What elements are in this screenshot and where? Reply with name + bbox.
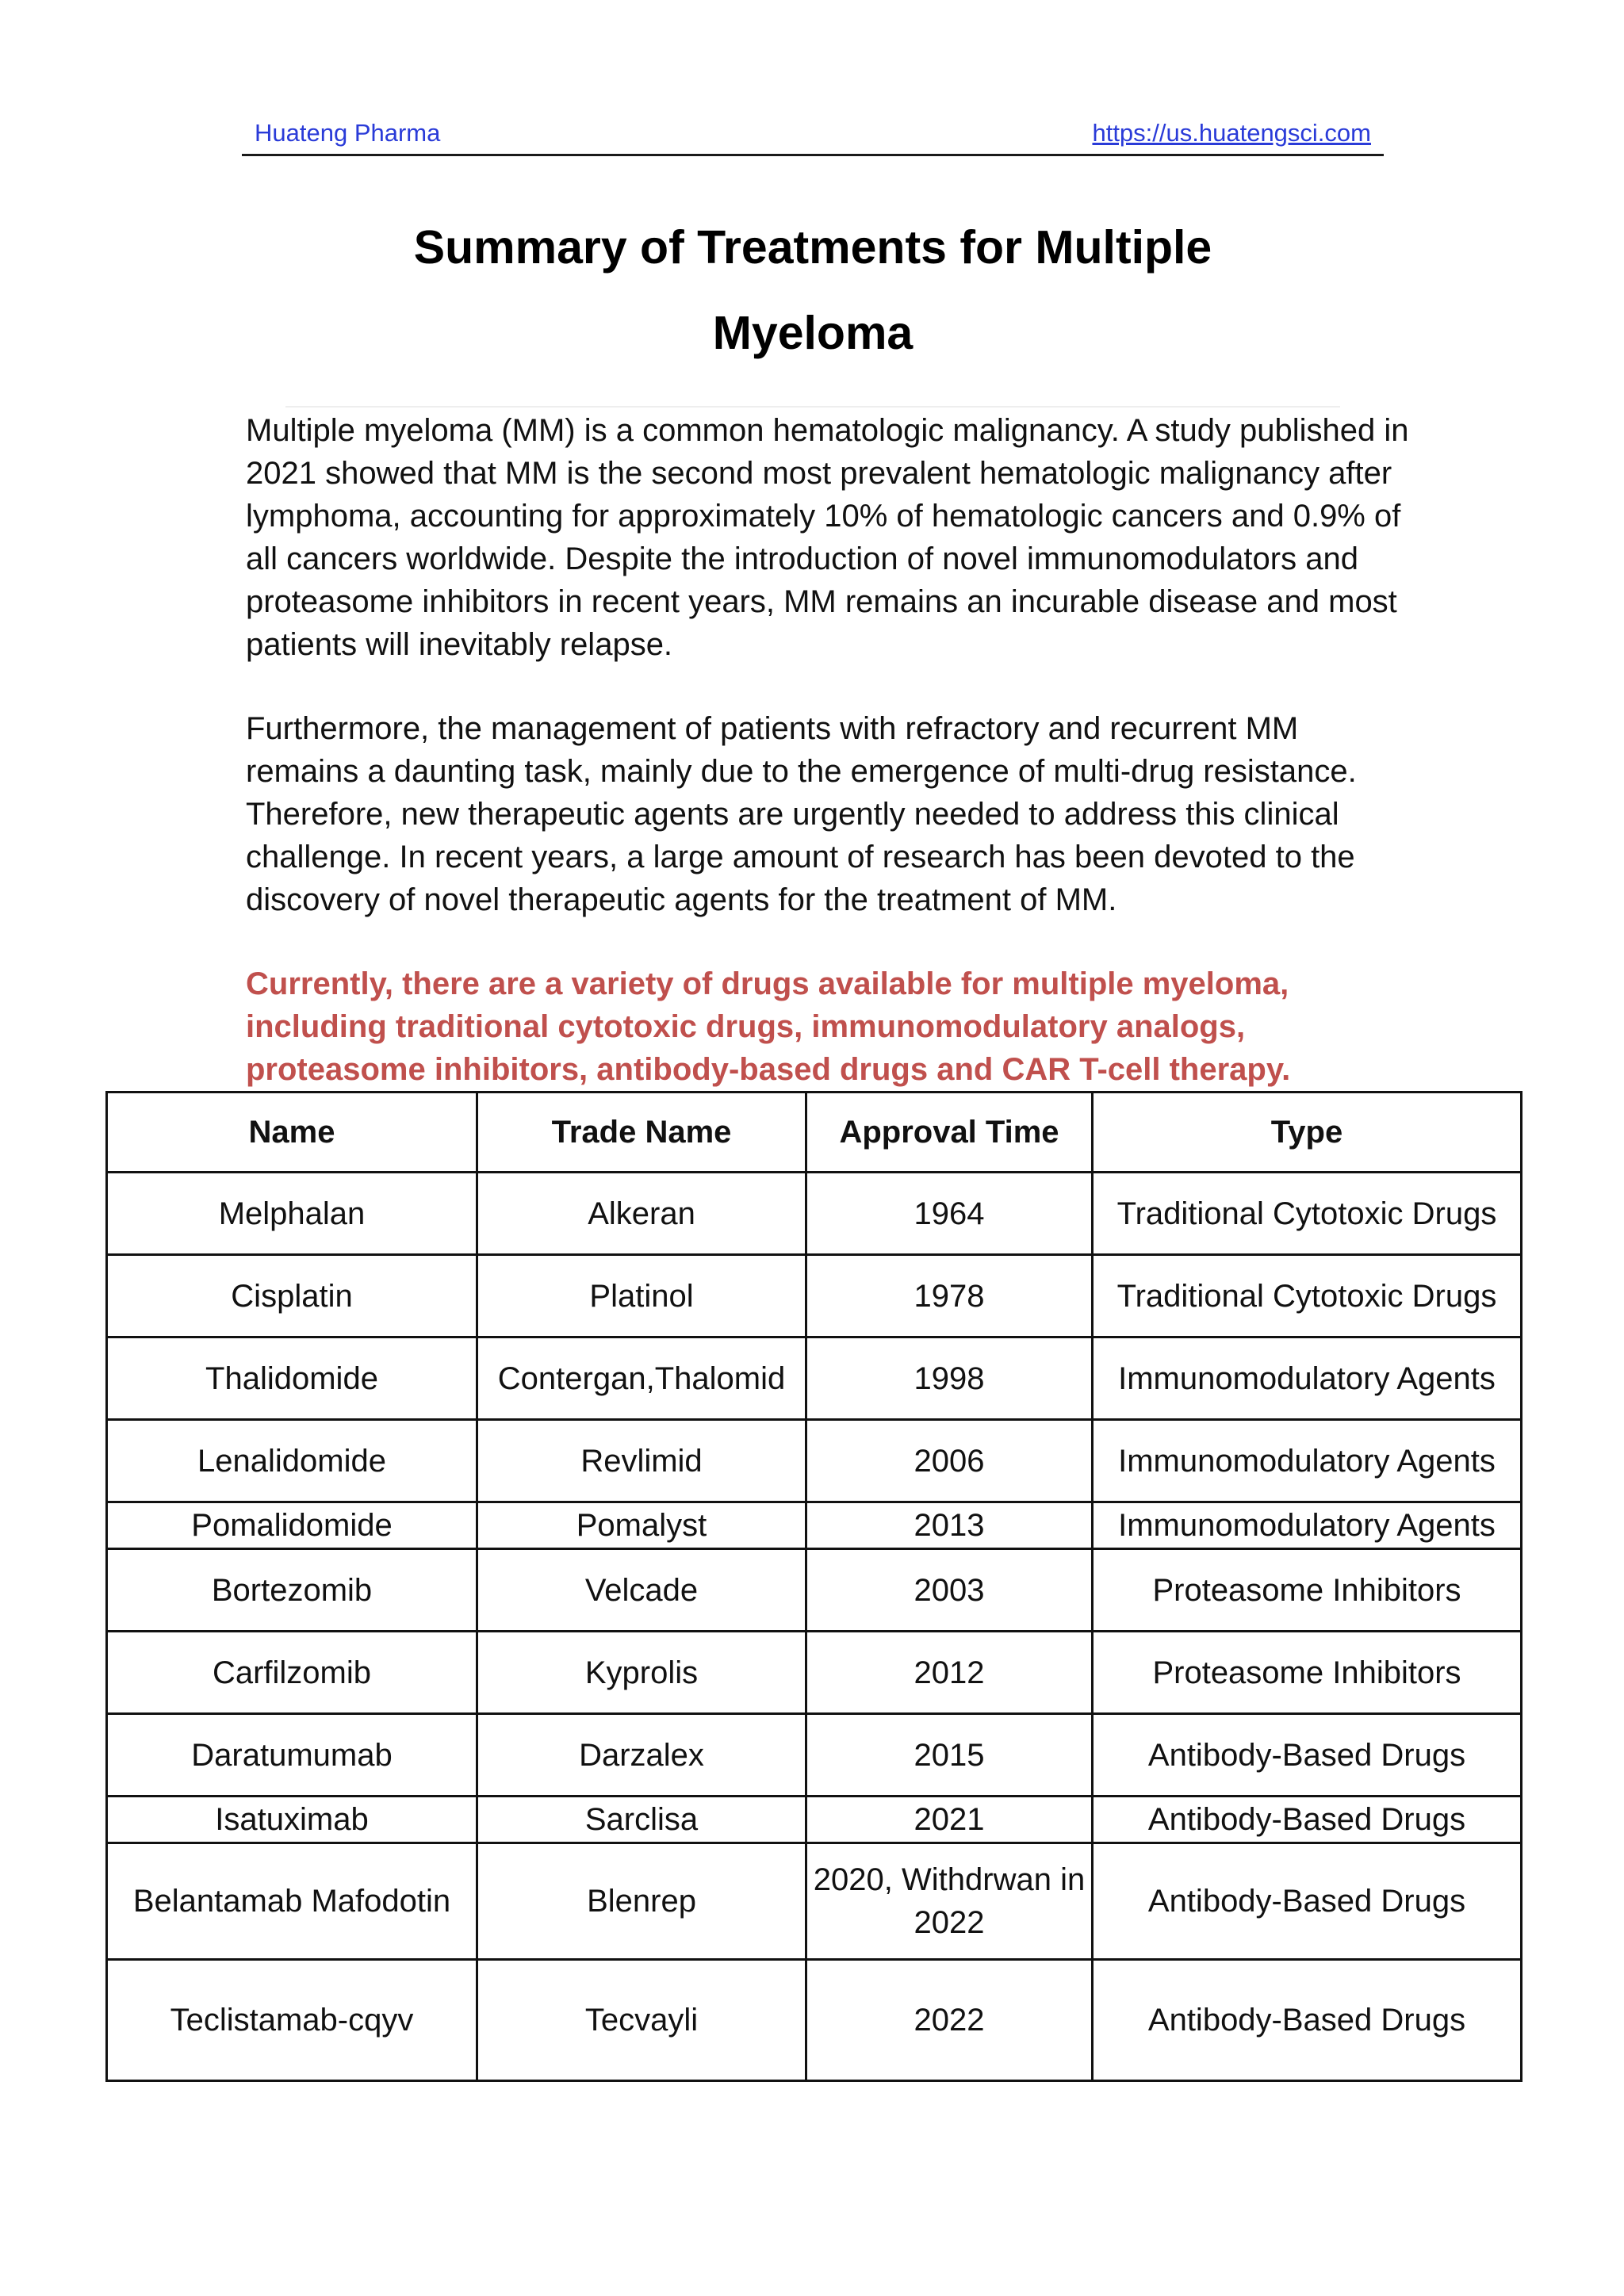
cell-name: Carfilzomib bbox=[107, 1632, 477, 1714]
cell-type: Immunomodulatory Agents bbox=[1093, 1337, 1522, 1420]
cell-name: Melphalan bbox=[107, 1173, 477, 1255]
table-row bbox=[107, 1420, 1522, 1502]
cell-type: Proteasome Inhibitors bbox=[1093, 1632, 1522, 1714]
cell-trade-name: Blenrep bbox=[477, 1843, 806, 1960]
cell-trade-name: Platinol bbox=[477, 1255, 806, 1337]
header-trade-name: Trade Name bbox=[477, 1093, 806, 1173]
header-name: Name bbox=[107, 1093, 477, 1173]
management-paragraph: Furthermore, the management of patients with refractory and recurrent MM remains a daunting task, mainly due to the emergence of multi-drug resistance. Therefore, new therapeutic agents are urgently needed to address this clinical challenge. In recent years, a large amount of research has been devoted to the discovery of novel therapeutic agents for the treatment of MM. bbox=[246, 711, 1357, 917]
cell-name: Daratumumab bbox=[107, 1714, 477, 1797]
cell-name: Thalidomide bbox=[107, 1337, 477, 1420]
cell-trade-name: Contergan,Thalomid bbox=[477, 1337, 806, 1420]
cell-approval-time: 2006 bbox=[806, 1420, 1093, 1502]
title-line-1: Summary of Treatments for Multiple bbox=[413, 221, 1212, 274]
header-type: Type bbox=[1093, 1093, 1522, 1173]
cell-type: Immunomodulatory Agents bbox=[1093, 1502, 1522, 1549]
treatment-table bbox=[105, 1091, 1522, 2082]
cell-approval-time: 2003 bbox=[806, 1549, 1093, 1632]
cell-approval-time: 2013 bbox=[806, 1502, 1093, 1549]
cell-trade-name: Revlimid bbox=[477, 1420, 806, 1502]
cell-approval-time: 2020, Withdrwan in 2022 bbox=[806, 1843, 1093, 1960]
cell-trade-name: Pomalyst bbox=[477, 1502, 806, 1549]
cell-name: Cisplatin bbox=[107, 1255, 477, 1337]
title-divider bbox=[285, 406, 1340, 408]
cell-type: Antibody-Based Drugs bbox=[1093, 1960, 1522, 2081]
cell-name: Lenalidomide bbox=[107, 1420, 477, 1502]
cell-approval-time: 2015 bbox=[806, 1714, 1093, 1797]
cell-approval-time: 1964 bbox=[806, 1173, 1093, 1255]
cell-type: Antibody-Based Drugs bbox=[1093, 1843, 1522, 1960]
cell-name: Bortezomib bbox=[107, 1549, 477, 1632]
cell-type: Traditional Cytotoxic Drugs bbox=[1093, 1173, 1522, 1255]
cell-approval-time: 1978 bbox=[806, 1255, 1093, 1337]
cell-name: Belantamab Mafodotin bbox=[107, 1843, 477, 1960]
table-row bbox=[107, 1797, 1522, 1843]
cell-type: Antibody-Based Drugs bbox=[1093, 1797, 1522, 1843]
cell-type: Traditional Cytotoxic Drugs bbox=[1093, 1255, 1522, 1337]
table-row bbox=[107, 1255, 1522, 1337]
cell-trade-name: Alkeran bbox=[477, 1173, 806, 1255]
table-row bbox=[107, 1632, 1522, 1714]
cell-trade-name: Tecvayli bbox=[477, 1960, 806, 2081]
cell-name: Isatuximab bbox=[107, 1797, 477, 1843]
cell-trade-name: Darzalex bbox=[477, 1714, 806, 1797]
company-name: Huateng Pharma bbox=[255, 119, 441, 147]
table-row bbox=[107, 1337, 1522, 1420]
website-link[interactable]: https://us.huatengsci.com bbox=[1092, 119, 1371, 147]
cell-trade-name: Sarclisa bbox=[477, 1797, 806, 1843]
table-row bbox=[107, 1173, 1522, 1255]
header-approval-time: Approval Time bbox=[806, 1093, 1093, 1173]
cell-approval-time: 2021 bbox=[806, 1797, 1093, 1843]
cell-type: Proteasome Inhibitors bbox=[1093, 1549, 1522, 1632]
cell-name: Pomalidomide bbox=[107, 1502, 477, 1549]
cell-trade-name: Velcade bbox=[477, 1549, 806, 1632]
cell-type: Antibody-Based Drugs bbox=[1093, 1714, 1522, 1797]
cell-approval-time: 2022 bbox=[806, 1960, 1093, 2081]
cell-trade-name: Kyprolis bbox=[477, 1632, 806, 1714]
cell-type: Immunomodulatory Agents bbox=[1093, 1420, 1522, 1502]
table-row bbox=[107, 1714, 1522, 1797]
cell-approval-time: 1998 bbox=[806, 1337, 1093, 1420]
cell-name: Teclistamab-cqyv bbox=[107, 1960, 477, 2081]
cell-approval-time: 2012 bbox=[806, 1632, 1093, 1714]
highlight-paragraph: Currently, there are a variety of drugs available for multiple myeloma, including traditional cytotoxic drugs, immunomodulatory analogs, proteasome inhibitors, antibody-based drugs and CAR T-cell therapy. bbox=[246, 966, 1291, 1087]
table-row bbox=[107, 1549, 1522, 1632]
title-line-2: Myeloma bbox=[712, 307, 914, 359]
intro-paragraph: Multiple myeloma (MM) is a common hematologic malignancy. A study published in 2021 showed that MM is the second most prevalent hematologic malignancy after lymphoma, accounting for approximately 10% of hematologic cancers and 0.9% of all cancers worldwide. Despite the introduction of novel immunomodulators and proteasome inhibitors in recent years, MM remains an incurable disease and most patients will inevitably relapse. bbox=[246, 413, 1409, 662]
table-row bbox=[107, 1960, 1522, 2081]
table-header-row bbox=[107, 1093, 1522, 1173]
table-row bbox=[107, 1502, 1522, 1549]
document-title bbox=[238, 205, 1388, 376]
page-header bbox=[242, 114, 1384, 156]
table-row bbox=[107, 1843, 1522, 1960]
